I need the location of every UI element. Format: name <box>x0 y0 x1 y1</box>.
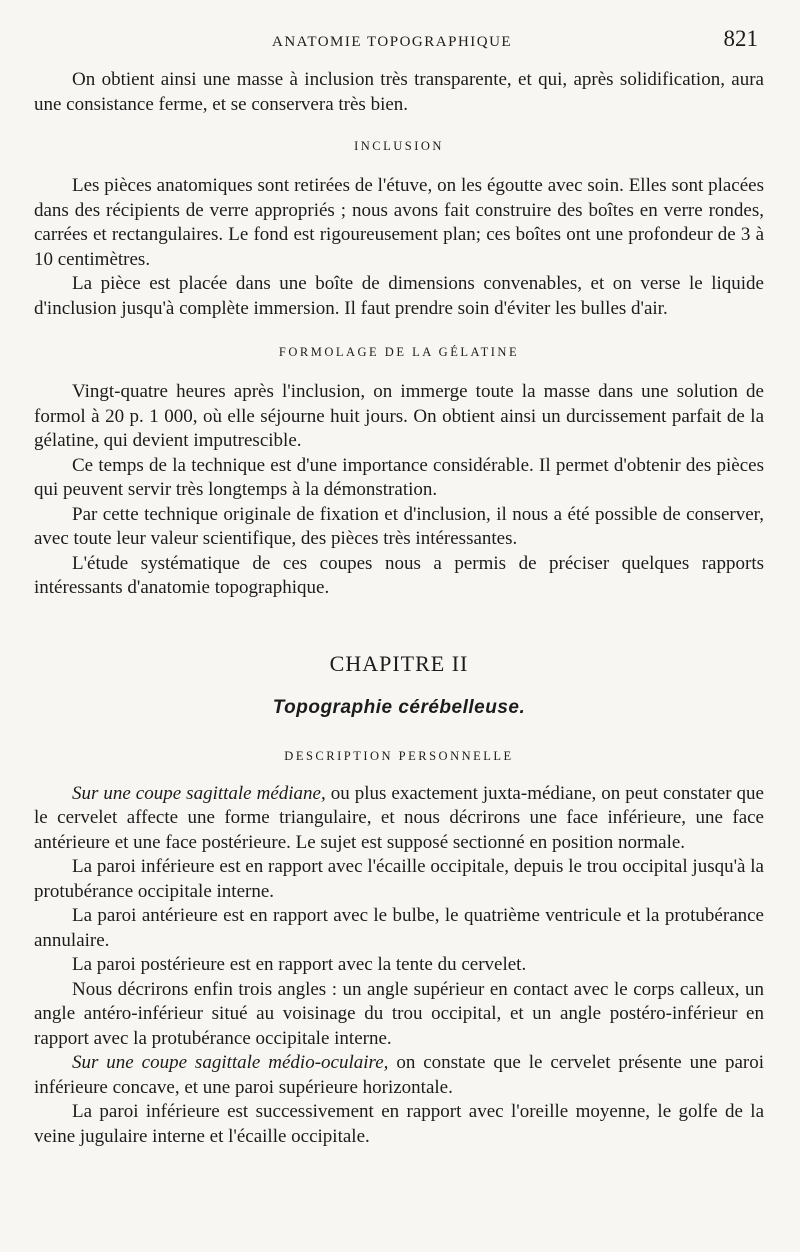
section-heading-formolage: FORMOLAGE DE LA GÉLATINE <box>278 345 520 359</box>
page-number: 821 <box>723 26 758 51</box>
paragraph: On obtient ainsi une masse à inclusion très transparente, et qui, après solidification, aura une consistance ferme, et se conservera très bien. <box>34 69 764 115</box>
paragraph <box>34 782 764 856</box>
paragraph-text: on constate que le cervelet présente une paroi inférieure concave, et une paroi supérieure horizontale. <box>34 1052 764 1098</box>
section-heading-inclusion: INCLUSION <box>354 139 444 153</box>
paragraph: L'étude systématique de ces coupes nous a permis de préciser quelques rapports intéressants d'anatomie topographique. <box>34 552 764 598</box>
chapter-title: CHAPITRE II <box>329 650 469 676</box>
paragraph: La paroi inférieure est en rapport avec l'écaille occipitale, depuis le trou occipital jusqu'à la protubérance occipitale interne. <box>34 856 764 902</box>
running-title: ANATOMIE TOPOGRAPHIQUE <box>272 34 513 50</box>
italic-lead: Sur une coupe sagittale médiane, <box>72 782 326 804</box>
page-header <box>0 26 800 56</box>
paragraph: Nous décrirons enfin trois angles : un angle supérieur en contact avec le corps calleux, un angle antéro-inférieur situé au voisinage du trou occipital, et un angle postéro-inférieur en rapport avec la protubérance occipitale interne. <box>34 978 764 1049</box>
paragraph: La pièce est placée dans une boîte de dimensions convenables, et on verse le liquide d'inclusion jusqu'à complète immersion. Il faut prendre soin d'éviter les bulles d'air. <box>34 273 764 319</box>
paragraph: Les pièces anatomiques sont retirées de l'étuve, on les égoutte avec soin. Elles sont placées dans des récipients de verre appropriés ; nous avons fait construire des boîtes en verre rondes, carrées et rectangulaires. Le fond est rigoureusement plan; ces boîtes ont une profondeur de 3 à 10 centimètres. <box>34 175 764 270</box>
chapter-subtitle: Topographie cérébelleuse. <box>272 696 526 718</box>
paragraph: Par cette technique originale de fixation et d'inclusion, il nous a été possible de conserver, avec toute leur valeur scientifique, des pièces très intéressantes. <box>34 503 764 549</box>
italic-lead: Sur une coupe sagittale médio-oculaire, <box>72 1052 389 1073</box>
section-heading-description: DESCRIPTION PERSONNELLE <box>284 748 514 763</box>
paragraph <box>34 1051 764 1100</box>
paragraph: La paroi inférieure est successivement en rapport avec l'oreille moyenne, le golfe de la veine jugulaire interne et l'écaille occipitale. <box>34 1101 764 1147</box>
paragraph: La paroi postérieure est en rapport avec la tente du cervelet. <box>72 954 527 975</box>
paragraph-text: ou plus exactement juxta-médiane, on peut constater que le cervelet affecte une forme triangulaire, et nous décrirons une face inférieure, une face antérieure et une face postérieure. Le sujet est supposé sectionné en position normale. <box>34 782 764 853</box>
paragraph: La paroi antérieure est en rapport avec le bulbe, le quatrième ventricule et la protubérance annulaire. <box>34 905 764 951</box>
page-body <box>34 68 764 1149</box>
paragraph: Vingt-quatre heures après l'inclusion, on immerge toute la masse dans une solution de formol à 20 p. 1 000, où elle séjourne huit jours. On obtient ainsi un durcissement parfait de la gélatine, qui devient imputrescible. <box>34 381 764 451</box>
paragraph: Ce temps de la technique est d'une importance considérable. Il permet d'obtenir des pièces qui peuvent servir très longtemps à la démonstration. <box>34 454 764 500</box>
